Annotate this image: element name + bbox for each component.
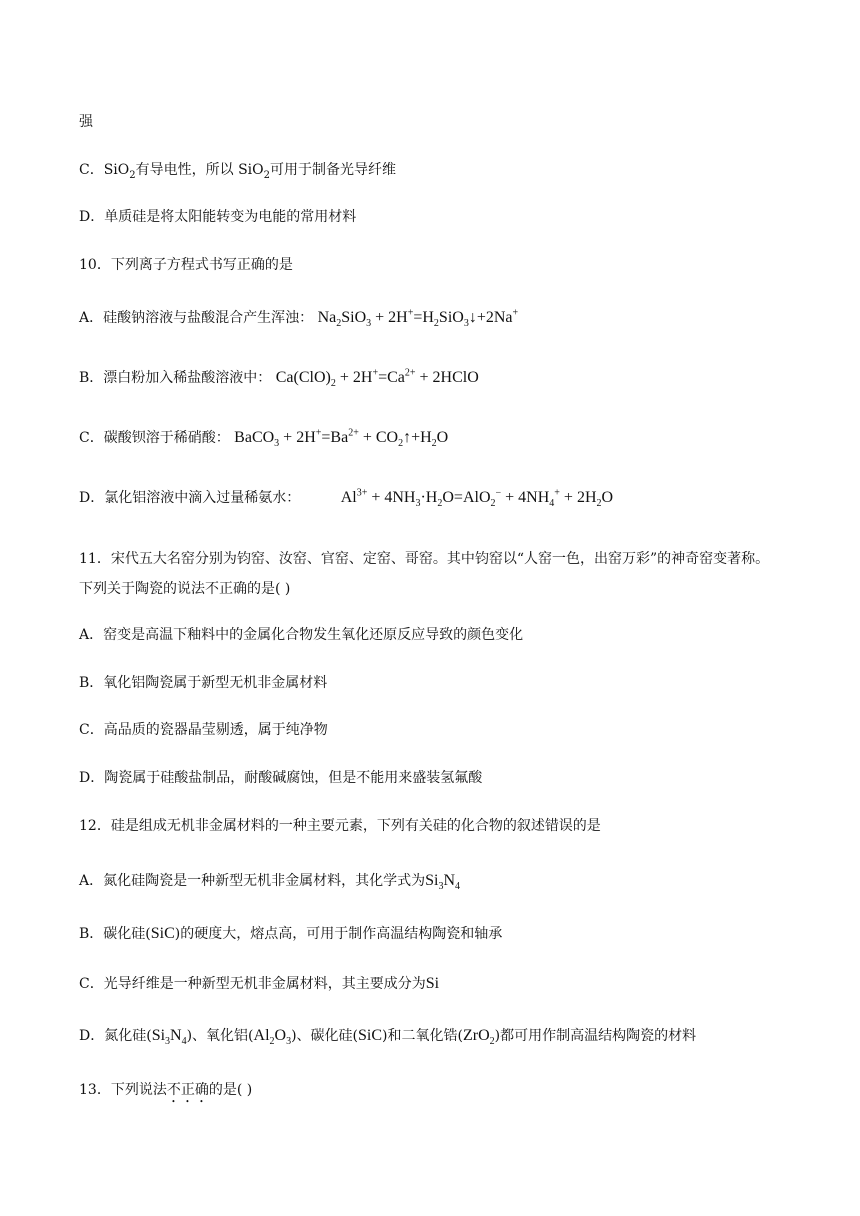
formula: BaCO$_3$ + $2H^+=Ba^{2+}$ + $CO_2↑+H_2O$ <box>234 427 449 450</box>
q11-option-c: C．高品质的瓷器晶莹剔透，属于纯净物 <box>79 722 328 738</box>
formula: ZrO$_2$ <box>462 1027 495 1048</box>
q11-option-a: A．窑变是高温下釉料中的金属化合物发生氧化还原反应导致的颜色变化 <box>79 627 524 643</box>
formula: $Si_3N_4$ <box>425 872 461 893</box>
q10-option-c: C．碳酸钡溶于稀硝酸： BaCO$_3$ + $2H^+=Ba^{2+}$ + $CO_2↑+H_2O$ <box>79 427 449 450</box>
formula: $Si_3N_4$ <box>151 1027 187 1048</box>
formula: $Al_2O_3$ <box>253 1027 292 1048</box>
q12-option-a: A．氮化硅陶瓷是一种新型无机非金属材料，其化学式为$Si_3N_4$ <box>79 872 461 893</box>
q11-option-d: D．陶瓷属于硅酸盐制品，耐酸碱腐蚀，但是不能用来盛装氢氟酸 <box>79 770 483 786</box>
q10-option-d: D．氯化铝溶液中滴入过量稀氨水： $Al^{3+} + 4NH_3\cdot H_2O=AlO_2^- + 4NH_4^+ + 2H_2O$ <box>79 487 614 510</box>
formula: $Na_2SiO_3$ + $2H^+=H_2SiO_3↓+2Na^+$ <box>317 307 519 330</box>
gas-arrow-icon: ↑ <box>403 429 412 446</box>
q10-option-a: A．硅酸钠溶液与盐酸混合产生浑浊： $Na_2SiO_3$ + $2H^+=H_2SiO_3↓+2Na^+$ <box>79 307 519 330</box>
q12-option-c: C．光导纤维是一种新型无机非金属材料，其主要成分为Si <box>79 975 440 992</box>
formula: $Al^{3+} + 4NH_3\cdot H_2O=AlO_2^- + 4NH_4^+ + 2H_2O$ <box>340 487 614 510</box>
q13-stem: 13．下列说法不正确的是( ) <box>79 1082 253 1098</box>
q12-option-d: D．氮化硅$(Si_3N_4)$、氧化铝$(Al_2O_3)$、碳化硅(SiC)和二氧化锆(ZrO$_2$)都可用作制高温结构陶瓷的材料 <box>79 1027 697 1048</box>
q10-stem: 10．下列离子方程式书写正确的是 <box>79 257 293 273</box>
q11-stem: 11．宋代五大名窑分别为钧窑、汝窑、官窑、定窑、哥窑。其中钧窑以“人窑一色，出窑万彩”的神奇窑变著称。下列关于陶瓷的说法不正确的是( ) <box>79 551 770 597</box>
precipitate-arrow-icon: ↓ <box>468 309 477 326</box>
q9-option-c: C．SiO$_2$有导电性，所以 SiO$_2$可用于制备光导纤维 <box>79 162 397 181</box>
q11-option-b: B．氧化铝陶瓷属于新型无机非金属材料 <box>79 675 328 691</box>
formula: $Ca(ClO)_2 + 2H^+=Ca^{2+}$ + 2HClO <box>275 367 479 390</box>
formula: Si <box>425 975 440 992</box>
emphasis-text: 不正确 <box>166 1082 209 1098</box>
continuation-text: 强 <box>79 114 93 130</box>
q12-stem: 12．硅是组成无机非金属材料的一种主要元素，下列有关硅的化合物的叙述错误的是 <box>79 818 601 834</box>
q10-option-b: B．漂白粉加入稀盐酸溶液中： $Ca(ClO)_2 + 2H^+=Ca^{2+}$ + 2HClO <box>79 367 479 390</box>
q12-option-b: B．碳化硅(SiC)的硬度大，熔点高，可用于制作高温结构陶瓷和轴承 <box>79 925 503 942</box>
formula: SiC <box>150 925 175 942</box>
formula: SiC <box>358 1027 383 1044</box>
q9-option-d: D．单质硅是将太阳能转变为电能的常用材料 <box>79 209 357 225</box>
